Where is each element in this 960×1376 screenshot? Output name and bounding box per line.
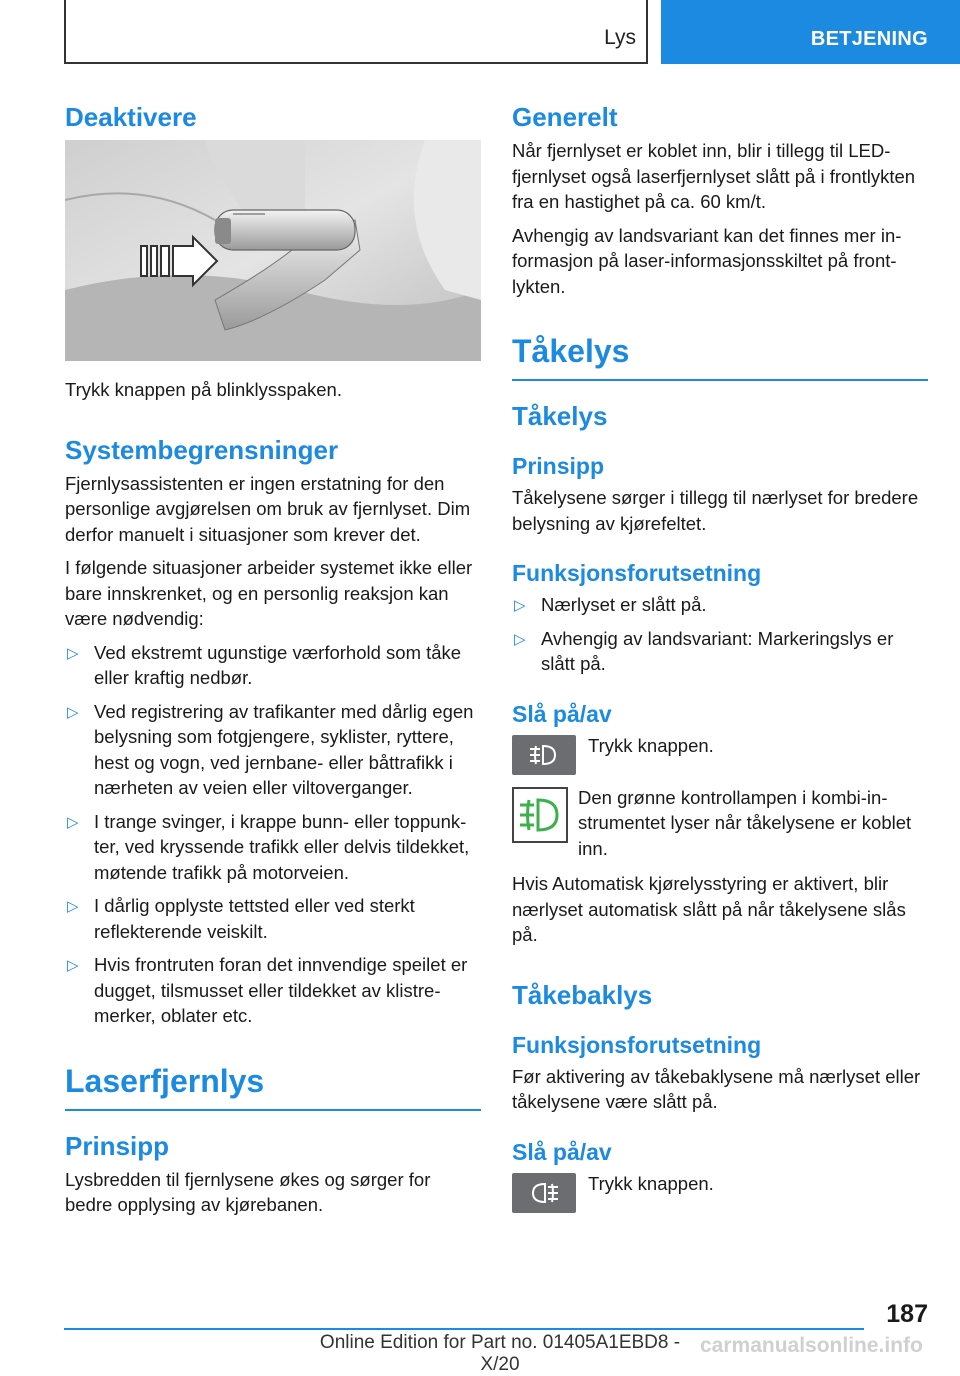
watermark: carmanualsonline.info xyxy=(700,1334,923,1357)
bullet-triangle-icon: ▷ xyxy=(67,644,79,662)
takelys-subheading: Tåkelys xyxy=(512,401,608,431)
bullet-triangle-icon: ▷ xyxy=(67,703,79,721)
fog-indicator-row xyxy=(512,785,928,862)
takelys-prinsipp-text: Tåkelysene sørger i tillegg til nærlyset for bredere belysning av kjørefeltet. xyxy=(512,487,919,534)
rear-fog-button-row xyxy=(512,1171,928,1213)
takelys-slaa-heading: Slå på/av xyxy=(512,700,612,727)
laser-prinsipp-heading: Prinsipp xyxy=(65,1130,170,1161)
front-fog-button-text: Trykk knappen. xyxy=(588,734,714,756)
generelt-paragraph-1: Når fjernlyset er koblet inn, blir i tillegg til LED-fjernlyset også laserfjernlyset slått på i frontlykten fra en hastighet på ca. 60 km/t. xyxy=(512,140,916,212)
blinker-stalk-photo xyxy=(65,140,481,361)
takelys-funksjon-heading: Funksjonsforutsetning xyxy=(512,560,762,586)
header-section-title: Lys xyxy=(604,26,636,49)
takebaklys-funksjon-heading: Funksjonsforutsetning xyxy=(512,1031,762,1058)
systembegrensninger-heading: Systembegrensninger xyxy=(65,434,339,465)
generelt-paragraph-2: Avhengig av landsvariant kan det finnes mer informasjon på laser-informasjonsskiltet på frontlykten. xyxy=(512,224,902,297)
takebaklys-slaa-heading: Slå på/av xyxy=(512,1138,612,1165)
systembegrensninger-paragraph-2: I følgende situasjoner arbeider systemet ikke eller bare innskrenket, og en personlig reaksjon kan være nødvendig: xyxy=(65,557,473,629)
footer-divider xyxy=(64,1328,864,1330)
takelys-section-heading: Tåkelys xyxy=(512,329,928,381)
front-fog-light-button-icon xyxy=(512,735,576,775)
laserfjernlys-heading: Laserfjernlys xyxy=(65,1059,481,1111)
fog-indicator-lamp-icon xyxy=(512,787,568,843)
systembegrensninger-paragraph-1: Fjernlysassistenten er ingen erstatning for den personlige avgjørelsen om bruk av fjernlyset. Dim derfor manuelt i situasjoner som krever det. xyxy=(65,472,471,545)
takebaklys-funksjon-text: Før aktivering av tåkebaklysene må nærlyset eller tåkelysene være slått på. xyxy=(512,1065,921,1112)
systembegrensninger-list xyxy=(65,640,481,1029)
deaktivere-text: Trykk knappen på blinklysspaken. xyxy=(65,379,342,400)
laser-prinsipp-text: Lysbredden til fjernlysene økes og sørger for bedre opplysing av kjørebanen. xyxy=(65,1168,431,1215)
takelys-prinsipp-heading: Prinsipp xyxy=(512,453,605,479)
deaktivere-heading: Deaktivere xyxy=(65,102,197,132)
bullet-triangle-icon: ▷ xyxy=(67,813,79,831)
bullet-triangle-icon: ▷ xyxy=(67,898,79,915)
rear-fog-light-button-icon xyxy=(512,1173,576,1213)
header-chapter-tab: BETJENING xyxy=(661,0,960,64)
list-item: ▷ Ved registrering av trafikanter med dårlig egen belysning som fotgjengere, syklister, ryttere, hest og vogn, ved jernbane- eller båttrafikk i nærheten av veien eller viltoverganger. xyxy=(67,700,474,798)
takebaklys-heading: Tåkebaklys xyxy=(512,979,653,1010)
bullet-triangle-icon: ▷ xyxy=(67,957,79,974)
takelys-funksjon-list xyxy=(512,592,928,677)
list-item: ▷ Nærlyset er slått på. xyxy=(512,592,928,618)
list-item: ▷ Hvis frontruten foran det innvendige speilet er dugget, tilsmusset eller tildekket av klistremerker, oblater etc. xyxy=(67,954,468,1026)
bullet-triangle-icon: ▷ xyxy=(514,597,526,614)
list-item: ▷ I dårlig opplyste tettsted eller ved sterkt reflekterende veiskilt. xyxy=(67,895,415,942)
rear-fog-button-text: Trykk knappen. xyxy=(588,1172,714,1194)
right-column xyxy=(512,100,928,1223)
footer-edition: Online Edition for Part no. 01405A1EBD8 - X/20 xyxy=(319,1332,681,1375)
front-fog-button-row xyxy=(512,733,928,775)
fog-indicator-text: Den grønne kontrollampen i kombi-instrumentet lyser når tåkelysene er koblet inn. xyxy=(578,786,912,859)
generelt-heading: Generelt xyxy=(512,102,618,132)
left-column xyxy=(65,100,481,1226)
list-item: ▷ Ved ekstremt ugunstige værforhold som tåke eller kraftig nedbør. xyxy=(67,641,462,688)
list-item: ▷ I trange svinger, i krappe bunn- eller toppunkter, ved kryssende trafikk eller delvis tildekket, møtende trafikk på motorveien. xyxy=(67,810,470,883)
page-number: 187 xyxy=(886,1300,928,1328)
bullet-triangle-icon: ▷ xyxy=(514,630,526,648)
automatic-headlight-text: Hvis Automatisk kjørelysstyring er aktivert, blir nærlyset automatisk slått på når tåkelysene slås på. xyxy=(512,873,906,945)
list-item: ▷ Avhengig av landsvariant: Markeringslys er slått på. xyxy=(514,627,894,674)
